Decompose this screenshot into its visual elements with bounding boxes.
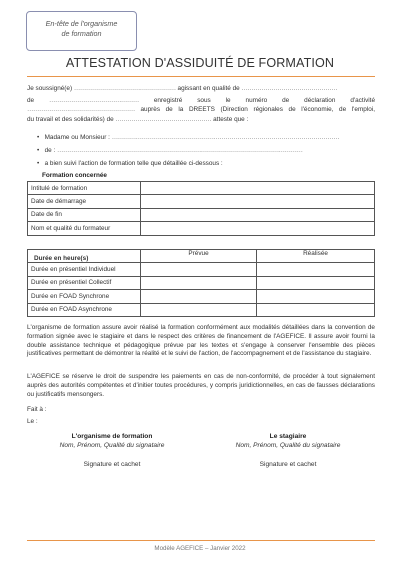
intro-blank-qualite[interactable]: ………………………………………… xyxy=(241,85,338,92)
intro-blank-numero[interactable]: ……………………………………………… xyxy=(27,106,135,113)
bullet-de xyxy=(37,147,303,154)
table-row xyxy=(28,263,375,276)
intro-line-2 xyxy=(27,96,375,105)
formation-row-label: Nom et qualité du formateur xyxy=(28,222,141,235)
intro-atteste: atteste que : xyxy=(213,116,249,123)
formation-row-label: Date de démarrage xyxy=(28,195,141,208)
formation-table xyxy=(27,181,375,236)
formation-date-debut-cell[interactable] xyxy=(141,195,375,208)
intro-dreets: auprès de la DREETS (Direction régionales de l'économie, de l'emploi, xyxy=(140,106,375,113)
intro-line-4 xyxy=(27,115,375,124)
intro-qualite: agissant en qualité de xyxy=(177,85,240,92)
header-box-line2: de formation xyxy=(61,29,102,38)
duree-prevue-cell[interactable] xyxy=(141,303,257,316)
intro-enregistre: enregistré sous le numéro de déclaration d'activité xyxy=(153,97,376,104)
bullet-de-label: de : xyxy=(44,147,56,154)
bullet-madame-blank[interactable]: …………………………………………………………………………………………………… xyxy=(111,134,340,141)
table-row xyxy=(28,195,375,208)
table-row xyxy=(28,303,375,316)
duree-prevue-cell[interactable] xyxy=(141,290,257,303)
bullet-dot-icon: • xyxy=(37,147,40,154)
duree-header-label: Durée en heure(s) xyxy=(28,250,141,263)
duree-row-label: Durée en FOAD Asynchrone xyxy=(28,303,141,316)
bullet-de-blank[interactable]: …………………………………………………………………………………………………………… xyxy=(57,147,303,154)
duree-realisee-cell[interactable] xyxy=(257,276,375,289)
formation-row-label: Date de fin xyxy=(28,208,141,221)
le-label: Le : xyxy=(27,418,38,425)
duree-col-realisee: Réalisée xyxy=(257,250,375,263)
bullet-dot-icon: • xyxy=(37,160,40,167)
document-title: ATTESTATION D'ASSIDUITÉ DE FORMATION xyxy=(65,56,335,70)
formation-formateur-cell[interactable] xyxy=(141,222,375,235)
bullet-suivi-label: a bien suivi l'action de formation telle que détaillée ci-dessous : xyxy=(44,160,223,167)
header-box-line1: En-tête de l'organisme xyxy=(45,19,118,28)
table-header-row xyxy=(28,250,375,263)
paragraph-suspension: L'AGEFICE se réserve le droit de suspendre les paiements en cas de non-conformité, de procéder à tout signalement auprès des autorités compétentes et d'initier toutes procédures, y compris juridictionnelles, en cas de fausses déclarations ou justificatifs mensongers. xyxy=(27,373,375,398)
duree-realisee-cell[interactable] xyxy=(257,290,375,303)
formation-row-label: Intitulé de formation xyxy=(28,182,141,195)
table-row xyxy=(28,290,375,303)
signature-stagiaire-subtitle: Nom, Prénom, Qualité du signataire xyxy=(235,442,341,449)
bullet-dot-icon: • xyxy=(37,134,40,141)
title-rule xyxy=(27,76,375,77)
table-row xyxy=(28,182,375,195)
signature-organisme-stamp: Signature et cachet xyxy=(83,461,141,468)
intro-travail: du travail et des solidarités) de xyxy=(27,116,114,123)
signature-organisme-title: L'organisme de formation xyxy=(71,433,153,440)
duree-col-prevue: Prévue xyxy=(141,250,257,263)
duree-row-label: Durée en présentiel Collectif xyxy=(28,276,141,289)
duree-prevue-cell[interactable] xyxy=(141,263,257,276)
footer-rule xyxy=(27,540,375,541)
intro-line-1 xyxy=(27,84,375,93)
formation-date-fin-cell[interactable] xyxy=(141,208,375,221)
intro-soussigne: Je soussigné(e) xyxy=(27,85,73,92)
intro-line-3 xyxy=(27,105,375,114)
intro-de: de xyxy=(27,97,35,104)
duree-realisee-cell[interactable] xyxy=(257,303,375,316)
table-row xyxy=(28,208,375,221)
table-row xyxy=(28,276,375,289)
bullet-madame-label: Madame ou Monsieur : xyxy=(44,134,110,141)
duree-row-label: Durée en FOAD Synchrone xyxy=(28,290,141,303)
signature-stagiaire-title: Le stagiaire xyxy=(269,433,307,440)
formation-label: Formation concernée xyxy=(42,172,107,179)
duree-table xyxy=(27,249,375,317)
formation-intitule-cell[interactable] xyxy=(141,182,375,195)
duree-row-label: Durée en présentiel Individuel xyxy=(28,263,141,276)
intro-blank-organisme[interactable]: ……………………………………… xyxy=(49,97,139,104)
bullet-suivi xyxy=(37,160,223,167)
fait-a-label: Fait à : xyxy=(27,406,47,413)
bullet-madame xyxy=(37,134,339,141)
signature-organisme-subtitle: Nom, Prénom, Qualité du signataire xyxy=(59,442,165,449)
signature-stagiaire-stamp: Signature et cachet xyxy=(259,461,317,468)
table-row xyxy=(28,222,375,235)
footer-text: Modèle AGEFICE – Janvier 2022 xyxy=(154,545,246,552)
paragraph-engagement: L'organisme de formation assure avoir réalisé la formation conformément aux modalités détaillées dans la convention de formation signée avec le stagiaire et dans le respect des critères de financement de l'AGEFICE. Il assure avoir fourni la double assistance technique et pédagogique prévue par les textes et s'engage à conserver l'ensemble des pièces justificatives permettant de démontrer la réalité et le suivi de l'action, de l'accompagnement et de l'assistance du stagiaire. xyxy=(27,324,375,358)
duree-realisee-cell[interactable] xyxy=(257,263,375,276)
intro-blank-name[interactable]: …………………………………………… xyxy=(73,85,176,92)
organisme-header-box xyxy=(26,11,137,51)
intro-blank-region[interactable]: ………………………………………… xyxy=(115,116,212,123)
duree-prevue-cell[interactable] xyxy=(141,276,257,289)
